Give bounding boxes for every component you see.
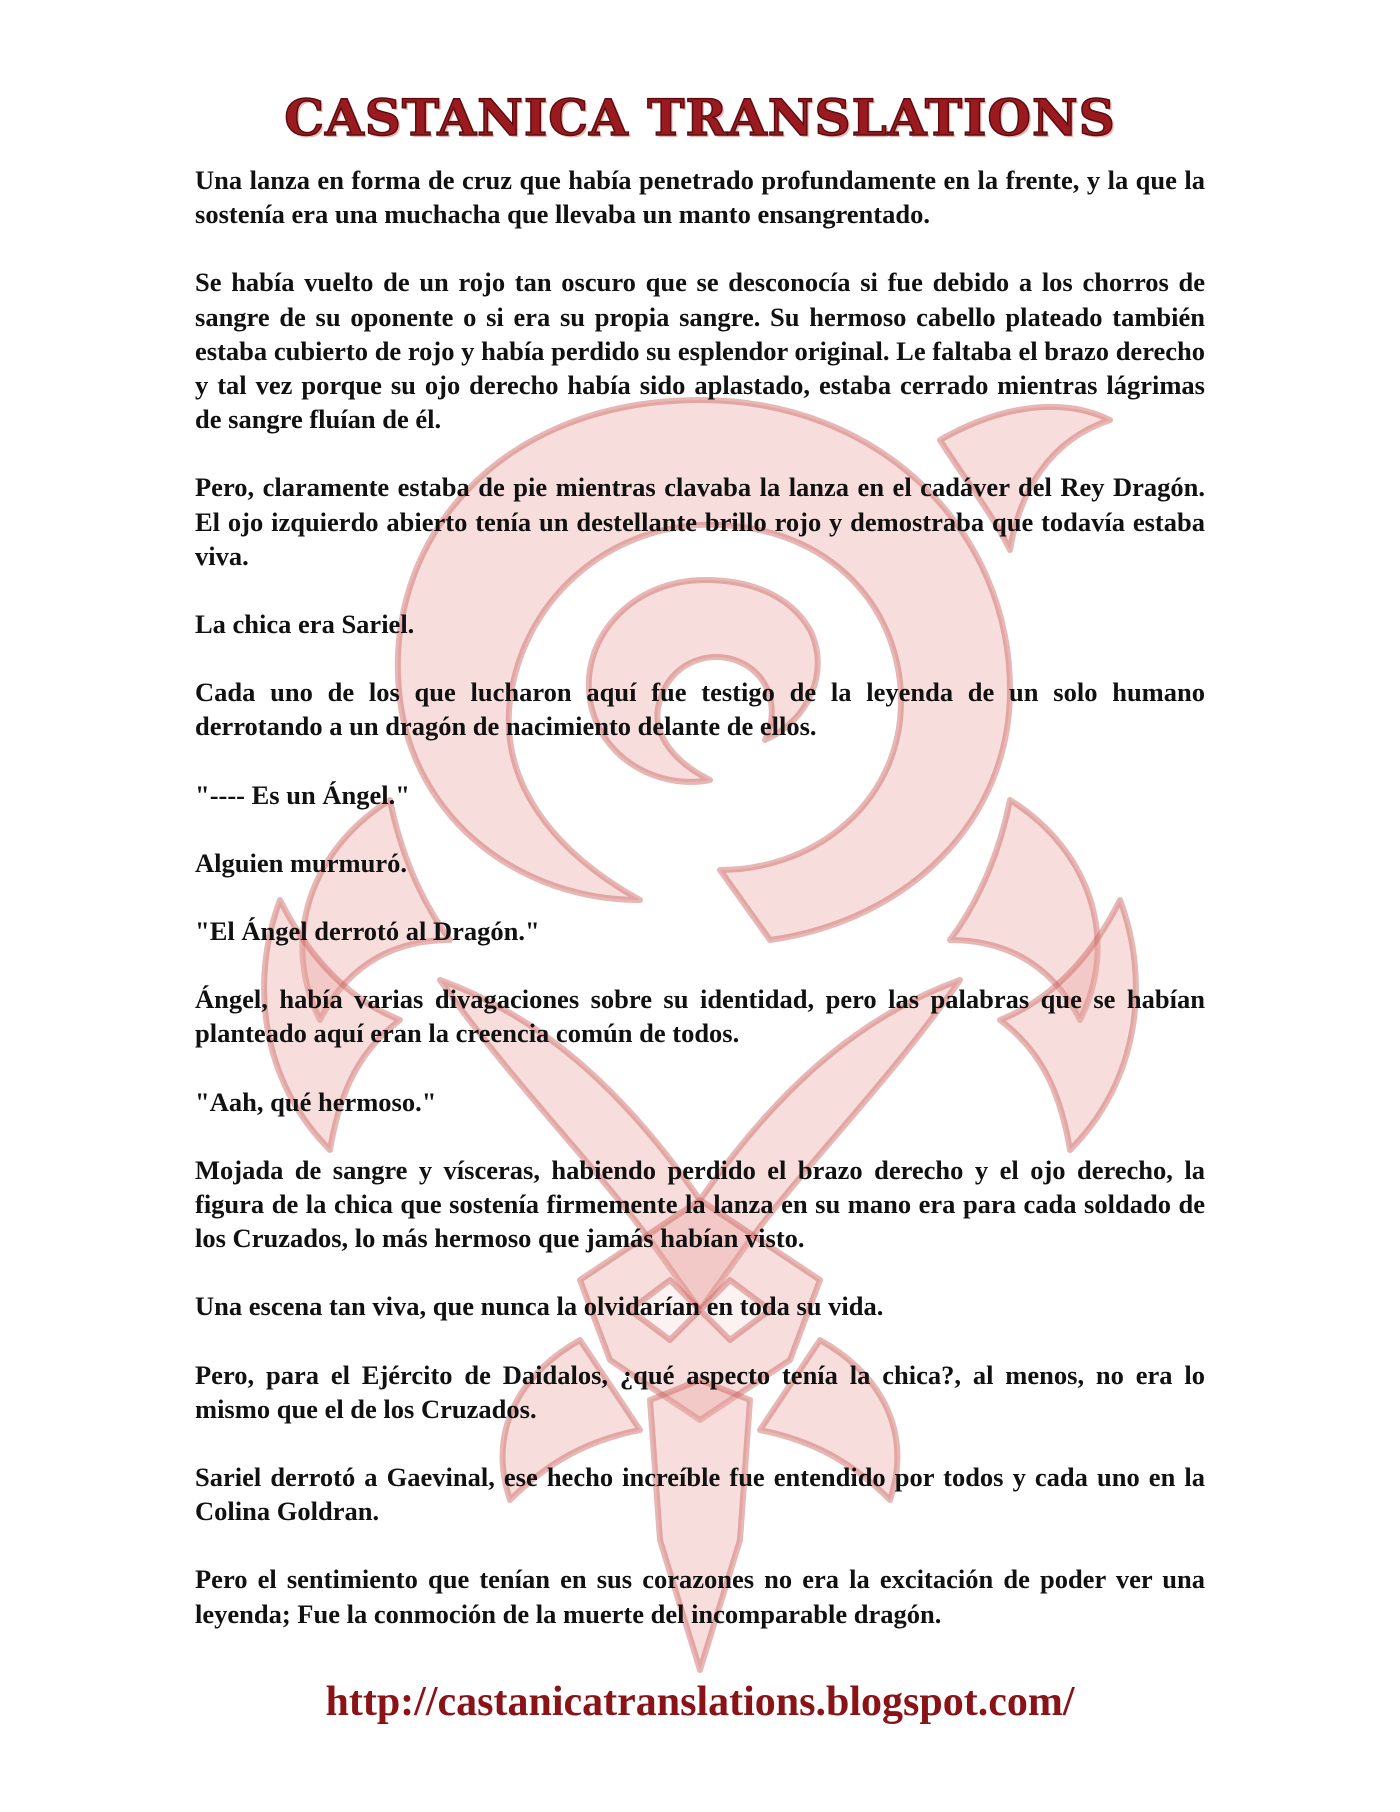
paragraph-6: "---- Es un Ángel." bbox=[195, 779, 410, 810]
paragraph-1: Una lanza en forma de cruz que había penetrado profundamente en la frente, y la que la sostenía era una muchacha que llevaba un manto ensangrentado. bbox=[195, 165, 1205, 230]
paragraph-11: Mojada de sangre y vísceras, habiendo perdido el brazo derecho y el ojo derecho, la figura de la chica que sostenía firmemente la lanza en su mano era para cada soldado de los Cruzados, lo más hermoso que jamás habían visto. bbox=[195, 1154, 1205, 1254]
site-title: CASTANICA TRANSLATIONS bbox=[284, 88, 1116, 147]
paragraph-3: Pero, claramente estaba de pie mientras clavaba la lanza en el cadáver del Rey Dragón. El ojo izquierdo abierto tenía un destellante brillo rojo y demostraba que todavía estaba viva. bbox=[195, 472, 1205, 571]
paragraph-5: Cada uno de los que lucharon aquí fue testigo de la leyenda de un solo humano derrotando a un dragón de nacimiento delante de ellos. bbox=[195, 677, 1205, 742]
paragraph-2: Se había vuelto de un rojo tan oscuro que se desconocía si fue debido a los chorros de sangre de su oponente o si era su propia sangre. Su hermoso cabello plateado también estaba cubierto de rojo y había perdido su esplendor original. Le faltaba el brazo derecho y tal vez porque su ojo derecho había sido aplastado, estaba cerrado mientras lágrimas de sangre fluían de él. bbox=[195, 267, 1205, 435]
paragraph-13: Pero, para el Ejército de Daidalos, ¿qué aspecto tenía la chica?, al menos, no era lo mismo que el de los Cruzados. bbox=[195, 1359, 1205, 1424]
blog-url-link[interactable]: http://castanicatranslations.blogspot.com/ bbox=[325, 1679, 1075, 1725]
paragraph-7: Alguien murmuró. bbox=[195, 847, 407, 878]
paragraph-10: "Aah, qué hermoso." bbox=[195, 1086, 437, 1117]
paragraph-9: Ángel, había varias divagaciones sobre su identidad, pero las palabras que se habían planteado aquí eran la creencia común de todos. bbox=[195, 984, 1205, 1049]
page-footer bbox=[0, 1678, 1400, 1726]
paragraph-4: La chica era Sariel. bbox=[195, 609, 415, 640]
paragraph-14: Sariel derrotó a Gaevinal, ese hecho increíble fue entendido por todos y cada uno en la Colina Goldran. bbox=[195, 1462, 1205, 1527]
chapter-text bbox=[195, 163, 1205, 1665]
paragraph-12: Una escena tan viva, que nunca la olvidarían en toda su vida. bbox=[195, 1291, 884, 1322]
paragraph-8: "El Ángel derrotó al Dragón." bbox=[195, 916, 540, 947]
paragraph-15: Pero el sentimiento que tenían en sus corazones no era la excitación de poder ver una leyenda; Fue la conmoción de la muerte del incomparable dragón. bbox=[195, 1564, 1205, 1629]
page-header bbox=[0, 88, 1400, 147]
